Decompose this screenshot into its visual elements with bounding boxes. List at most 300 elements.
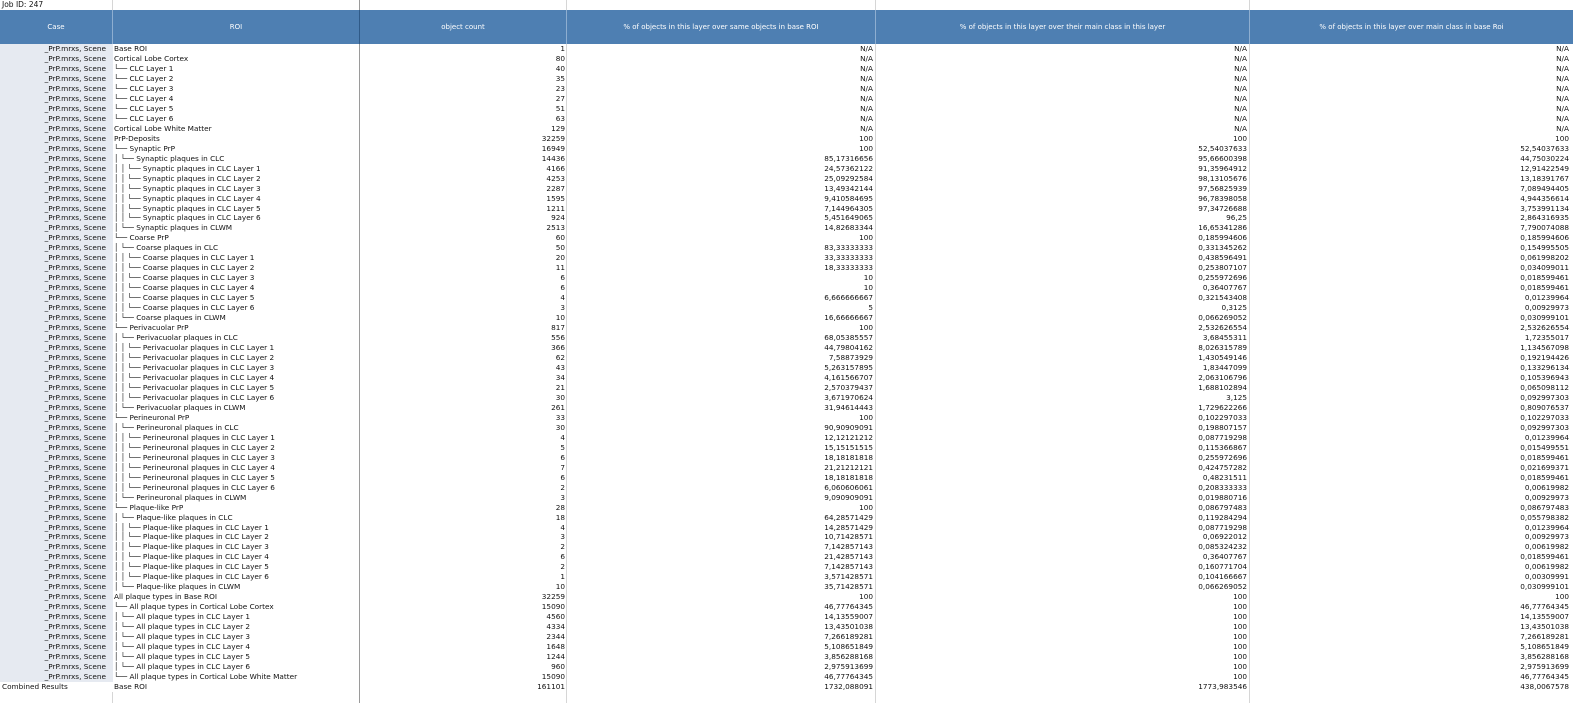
object-count-cell[interactable]: 6 [560, 273, 565, 283]
table-row[interactable] [0, 403, 1573, 413]
pct-main-class-layer-cell[interactable]: 16,65341286 [1198, 223, 1247, 233]
pct-main-class-layer-cell[interactable]: 1773,983546 [1198, 682, 1247, 691]
table-row[interactable] [0, 253, 1573, 263]
pct-same-objects-cell[interactable]: 2,570379437 [824, 382, 873, 392]
pct-main-class-layer-cell[interactable]: 0,3125 [1221, 303, 1247, 313]
object-count-cell[interactable]: 4 [560, 432, 565, 442]
pct-main-class-base-cell[interactable]: 0,00619982 [1524, 542, 1569, 552]
pct-same-objects-cell[interactable]: 3,571428571 [824, 572, 873, 582]
roi-cell[interactable]: │ │ └── Perivacuolar plaques in CLC Layer 6 [114, 392, 275, 402]
pct-main-class-layer-cell[interactable]: 2,063106796 [1198, 372, 1247, 382]
pct-same-objects-cell[interactable]: 7,142857143 [824, 562, 873, 572]
table-row[interactable] [0, 612, 1573, 622]
pct-main-class-base-cell[interactable]: 46,77764345 [1520, 672, 1569, 682]
table-row[interactable] [0, 84, 1573, 94]
table-row[interactable] [0, 154, 1573, 164]
roi-cell[interactable]: └── CLC Layer 6 [114, 113, 174, 123]
case-cell[interactable]: _PrP.mrxs, Scene [44, 522, 106, 532]
table-row[interactable] [0, 423, 1573, 433]
pct-main-class-layer-cell[interactable]: 0,160771704 [1198, 562, 1247, 572]
pct-main-class-base-cell[interactable]: 46,77764345 [1520, 602, 1569, 612]
object-count-cell[interactable]: 21 [555, 382, 565, 392]
object-count-cell[interactable]: 20 [555, 253, 565, 263]
pct-main-class-layer-cell[interactable]: 0,185994606 [1198, 233, 1247, 243]
case-cell[interactable]: _PrP.mrxs, Scene [44, 143, 106, 153]
pct-same-objects-cell[interactable]: 7,142857143 [824, 542, 873, 552]
pct-same-objects-cell[interactable]: 1732,088091 [824, 682, 873, 691]
pct-main-class-layer-cell[interactable]: 0,066269052 [1198, 582, 1247, 592]
object-count-cell[interactable]: 16949 [541, 143, 565, 153]
pct-same-objects-cell[interactable]: 100 [859, 233, 873, 243]
case-cell[interactable]: _PrP.mrxs, Scene [44, 113, 106, 123]
table-row[interactable] [0, 572, 1573, 582]
pct-same-objects-cell[interactable]: 12,12121212 [824, 432, 873, 442]
case-cell[interactable]: _PrP.mrxs, Scene [44, 243, 106, 253]
pct-same-objects-cell[interactable]: 10 [863, 273, 873, 283]
pct-main-class-base-cell[interactable]: 0,018599461 [1520, 452, 1569, 462]
case-cell[interactable]: _PrP.mrxs, Scene [44, 532, 106, 542]
object-count-cell[interactable]: 11 [555, 263, 565, 273]
object-count-cell[interactable]: 1211 [546, 203, 565, 213]
case-cell[interactable]: _PrP.mrxs, Scene [44, 402, 106, 412]
pct-same-objects-cell[interactable]: 100 [859, 502, 873, 512]
table-row[interactable] [0, 243, 1573, 253]
pct-same-objects-cell[interactable]: 10 [863, 283, 873, 293]
pct-main-class-base-cell[interactable]: 12,91422549 [1520, 163, 1569, 173]
roi-cell[interactable]: │ │ └── Perineuronal plaques in CLC Layer 6 [114, 482, 275, 492]
object-count-cell[interactable]: 2344 [546, 632, 565, 642]
case-cell[interactable]: _PrP.mrxs, Scene [44, 602, 106, 612]
object-count-cell[interactable]: 10 [555, 582, 565, 592]
table-row[interactable] [0, 393, 1573, 403]
object-count-cell[interactable]: 1648 [546, 642, 565, 652]
object-count-cell[interactable]: 924 [551, 213, 565, 223]
case-cell[interactable]: _PrP.mrxs, Scene [44, 642, 106, 652]
object-count-cell[interactable]: 27 [555, 93, 565, 103]
pct-main-class-layer-cell[interactable]: 0,331345262 [1198, 243, 1247, 253]
pct-main-class-base-cell[interactable]: 4,944356614 [1520, 193, 1569, 203]
object-count-cell[interactable]: 6 [560, 472, 565, 482]
object-count-cell[interactable]: 5 [560, 442, 565, 452]
pct-main-class-layer-cell[interactable]: 91,35964912 [1198, 163, 1247, 173]
pct-main-class-base-cell[interactable]: 0,192194426 [1520, 353, 1569, 363]
pct-same-objects-cell[interactable]: 18,18181818 [824, 472, 873, 482]
pct-main-class-base-cell[interactable]: 0,034099011 [1520, 263, 1569, 273]
object-count-cell[interactable]: 4334 [546, 622, 565, 632]
pct-main-class-base-cell[interactable]: 0,133296134 [1520, 363, 1569, 372]
object-count-cell[interactable]: 6 [560, 452, 565, 462]
object-count-cell[interactable]: 40 [555, 63, 565, 73]
object-count-cell[interactable]: 4253 [546, 173, 565, 183]
pct-main-class-base-cell[interactable]: 13,43501038 [1520, 622, 1569, 632]
roi-cell[interactable]: │ │ └── Synaptic plaques in CLC Layer 3 [114, 183, 261, 193]
roi-cell[interactable]: │ │ └── Coarse plaques in CLC Layer 2 [114, 263, 255, 273]
pct-main-class-base-cell[interactable]: 0,00619982 [1524, 482, 1569, 492]
object-count-cell[interactable]: 2 [560, 482, 565, 492]
pct-main-class-base-cell[interactable]: N/A [1556, 123, 1569, 133]
pct-same-objects-cell[interactable]: 33,33333333 [824, 253, 873, 263]
pct-same-objects-cell[interactable]: 64,28571429 [824, 512, 873, 522]
pct-same-objects-cell[interactable]: 13,43501038 [824, 622, 873, 632]
table-row[interactable] [0, 453, 1573, 463]
pct-main-class-layer-cell[interactable]: 96,78398058 [1198, 193, 1247, 203]
pct-same-objects-cell[interactable]: 14,82683344 [824, 223, 873, 233]
pct-same-objects-cell[interactable]: 46,77764345 [824, 602, 873, 612]
roi-cell[interactable]: │ │ └── Perineuronal plaques in CLC Layer 5 [114, 472, 275, 482]
case-cell[interactable]: _PrP.mrxs, Scene [44, 422, 106, 432]
roi-cell[interactable]: │ │ └── Plaque-like plaques in CLC Layer 1 [114, 522, 269, 532]
object-count-cell[interactable]: 2287 [546, 183, 565, 193]
pct-main-class-layer-cell[interactable]: 2,532626554 [1198, 323, 1247, 333]
roi-cell[interactable]: PrP-Deposits [114, 133, 160, 143]
table-row[interactable] [0, 343, 1573, 353]
roi-cell[interactable]: │ │ └── Synaptic plaques in CLC Layer 6 [114, 213, 261, 223]
object-count-cell[interactable]: 10 [555, 313, 565, 323]
object-count-cell[interactable]: 129 [551, 123, 565, 133]
pct-main-class-layer-cell[interactable]: 100 [1233, 592, 1247, 602]
pct-main-class-base-cell[interactable]: 7,266189281 [1520, 632, 1569, 642]
object-count-cell[interactable]: 161101 [537, 682, 565, 691]
roi-cell[interactable]: └── CLC Layer 3 [114, 83, 174, 93]
pct-main-class-base-cell[interactable]: N/A [1556, 44, 1569, 53]
case-cell[interactable]: _PrP.mrxs, Scene [44, 452, 106, 462]
case-cell[interactable]: _PrP.mrxs, Scene [44, 163, 106, 173]
object-count-cell[interactable]: 2 [560, 562, 565, 572]
pct-main-class-base-cell[interactable]: 1,134567098 [1520, 343, 1569, 353]
pct-same-objects-cell[interactable]: 90,90909091 [824, 422, 873, 432]
column-header-pct-same-objects-base-roi[interactable]: % of objects in this layer over same objects in base ROI [623, 23, 819, 31]
table-row[interactable] [0, 124, 1573, 134]
table-row[interactable] [0, 283, 1573, 293]
object-count-cell[interactable]: 15090 [541, 672, 565, 682]
table-row[interactable] [0, 642, 1573, 652]
case-cell[interactable]: _PrP.mrxs, Scene [44, 263, 106, 273]
roi-cell[interactable]: Cortical Lobe Cortex [114, 53, 189, 63]
case-cell[interactable]: _PrP.mrxs, Scene [44, 582, 106, 592]
pct-same-objects-cell[interactable]: N/A [860, 93, 873, 103]
pct-same-objects-cell[interactable]: 68,05385557 [824, 333, 873, 343]
pct-main-class-base-cell[interactable]: 0,01239964 [1524, 293, 1569, 303]
table-row[interactable] [0, 433, 1573, 443]
roi-cell[interactable]: └── CLC Layer 2 [114, 73, 174, 83]
roi-cell[interactable]: │ │ └── Perineuronal plaques in CLC Layer 3 [114, 452, 275, 462]
object-count-cell[interactable]: 18 [555, 512, 565, 522]
table-row[interactable] [0, 383, 1573, 393]
pct-same-objects-cell[interactable]: 100 [859, 323, 873, 333]
case-cell[interactable]: _PrP.mrxs, Scene [44, 412, 106, 422]
case-cell[interactable]: _PrP.mrxs, Scene [44, 472, 106, 482]
pct-main-class-base-cell[interactable]: N/A [1556, 73, 1569, 83]
pct-main-class-base-cell[interactable]: 2,864316935 [1520, 213, 1569, 223]
roi-cell[interactable]: │ │ └── Coarse plaques in CLC Layer 5 [114, 293, 255, 303]
pct-main-class-base-cell[interactable]: N/A [1556, 63, 1569, 73]
pct-main-class-base-cell[interactable]: 0,00929973 [1524, 532, 1569, 542]
roi-cell[interactable]: │ │ └── Perivacuolar plaques in CLC Layer 5 [114, 382, 275, 392]
pct-main-class-base-cell[interactable]: 1,72355017 [1524, 333, 1569, 343]
table-row[interactable] [0, 184, 1573, 194]
case-cell[interactable]: _PrP.mrxs, Scene [44, 183, 106, 193]
pct-main-class-layer-cell[interactable]: 0,321543408 [1198, 293, 1247, 303]
table-row[interactable] [0, 114, 1573, 124]
roi-cell[interactable]: │ └── Coarse plaques in CLWM [114, 313, 226, 323]
pct-main-class-base-cell[interactable]: 14,13559007 [1520, 612, 1569, 622]
column-header-roi[interactable]: ROI [229, 23, 243, 31]
roi-cell[interactable]: └── CLC Layer 1 [114, 63, 174, 73]
pct-main-class-base-cell[interactable]: 0,00309991 [1524, 572, 1569, 582]
case-cell[interactable]: _PrP.mrxs, Scene [44, 622, 106, 632]
pct-same-objects-cell[interactable]: 7,266189281 [824, 632, 873, 642]
roi-cell[interactable]: │ │ └── Plaque-like plaques in CLC Layer 4 [114, 552, 269, 562]
pct-main-class-layer-cell[interactable]: 1,729622266 [1198, 402, 1247, 412]
object-count-cell[interactable]: 50 [555, 243, 565, 253]
pct-main-class-layer-cell[interactable]: 0,424757282 [1198, 462, 1247, 472]
roi-cell[interactable]: Base ROI [114, 682, 148, 691]
table-row[interactable] [0, 134, 1573, 144]
pct-same-objects-cell[interactable]: N/A [860, 83, 873, 93]
roi-cell[interactable]: └── CLC Layer 5 [114, 103, 174, 113]
object-count-cell[interactable]: 51 [555, 103, 565, 113]
table-row[interactable] [0, 632, 1573, 642]
pct-main-class-base-cell[interactable]: N/A [1556, 113, 1569, 123]
case-cell[interactable]: _PrP.mrxs, Scene [44, 93, 106, 103]
object-count-cell[interactable]: 35 [555, 73, 565, 83]
pct-main-class-base-cell[interactable]: 0,092997303 [1520, 422, 1569, 432]
object-count-cell[interactable]: 14436 [541, 153, 565, 163]
object-count-cell[interactable]: 261 [551, 402, 565, 412]
pct-main-class-base-cell[interactable]: 0,065098112 [1520, 382, 1569, 392]
pct-same-objects-cell[interactable]: 35,71428571 [824, 582, 873, 592]
pct-main-class-base-cell[interactable]: 2,532626554 [1520, 323, 1569, 333]
roi-cell[interactable]: │ │ └── Coarse plaques in CLC Layer 4 [114, 283, 255, 293]
pct-main-class-base-cell[interactable]: 0,092997303 [1520, 392, 1569, 402]
pct-main-class-base-cell[interactable]: 0,01239964 [1524, 432, 1569, 442]
case-cell[interactable]: _PrP.mrxs, Scene [44, 273, 106, 283]
roi-cell[interactable]: │ │ └── Synaptic plaques in CLC Layer 4 [114, 193, 261, 203]
pct-main-class-layer-cell[interactable]: 0,255972696 [1198, 273, 1247, 283]
case-cell[interactable]: _PrP.mrxs, Scene [44, 462, 106, 472]
pct-same-objects-cell[interactable]: N/A [860, 123, 873, 133]
pct-same-objects-cell[interactable]: 18,18181818 [824, 452, 873, 462]
roi-cell[interactable]: │ └── All plaque types in CLC Layer 5 [114, 652, 251, 662]
roi-cell[interactable]: │ └── All plaque types in CLC Layer 1 [114, 612, 251, 622]
pct-same-objects-cell[interactable]: N/A [860, 113, 873, 123]
pct-same-objects-cell[interactable]: 46,77764345 [824, 672, 873, 682]
pct-same-objects-cell[interactable]: 13,49342144 [824, 183, 873, 193]
pct-same-objects-cell[interactable]: N/A [860, 44, 873, 53]
pct-main-class-layer-cell[interactable]: 0,198807157 [1198, 422, 1247, 432]
roi-cell[interactable]: └── All plaque types in Cortical Lobe White Matter [114, 672, 298, 682]
pct-main-class-layer-cell[interactable]: 0,48231511 [1202, 472, 1247, 482]
object-count-cell[interactable]: 28 [555, 502, 565, 512]
roi-cell[interactable]: │ │ └── Perineuronal plaques in CLC Layer 4 [114, 462, 275, 472]
pct-main-class-layer-cell[interactable]: 100 [1233, 642, 1247, 652]
case-cell[interactable]: _PrP.mrxs, Scene [44, 303, 106, 313]
table-row[interactable] [0, 273, 1573, 283]
pct-same-objects-cell[interactable]: 100 [859, 412, 873, 422]
case-cell[interactable]: _PrP.mrxs, Scene [44, 442, 106, 452]
roi-cell[interactable]: │ │ └── Coarse plaques in CLC Layer 1 [114, 253, 255, 263]
pct-same-objects-cell[interactable]: 5 [868, 303, 873, 313]
table-row[interactable] [0, 223, 1573, 233]
roi-cell[interactable]: │ │ └── Synaptic plaques in CLC Layer 1 [114, 163, 261, 173]
roi-cell[interactable]: │ │ └── Perivacuolar plaques in CLC Layer 4 [114, 372, 275, 382]
table-row[interactable] [0, 682, 1573, 692]
table-row[interactable] [0, 303, 1573, 313]
pct-main-class-base-cell[interactable]: 7,089494405 [1520, 183, 1569, 193]
case-cell[interactable]: _PrP.mrxs, Scene [44, 592, 106, 602]
pct-same-objects-cell[interactable]: 16,66666667 [824, 313, 873, 323]
table-row[interactable] [0, 74, 1573, 84]
case-cell[interactable]: _PrP.mrxs, Scene [44, 233, 106, 243]
roi-cell[interactable]: │ └── All plaque types in CLC Layer 3 [114, 632, 251, 642]
table-row[interactable] [0, 164, 1573, 174]
pct-main-class-layer-cell[interactable]: 100 [1233, 133, 1247, 143]
pct-same-objects-cell[interactable]: 44,79804162 [824, 343, 873, 353]
pct-main-class-layer-cell[interactable]: N/A [1234, 103, 1247, 113]
case-cell[interactable]: _PrP.mrxs, Scene [44, 343, 106, 353]
object-count-cell[interactable]: 30 [555, 392, 565, 402]
pct-main-class-layer-cell[interactable]: 0,115366867 [1198, 442, 1247, 452]
pct-main-class-base-cell[interactable]: 0,061998202 [1520, 253, 1569, 263]
pct-main-class-layer-cell[interactable]: 0,087719298 [1198, 432, 1247, 442]
pct-main-class-base-cell[interactable]: 0,030999101 [1520, 582, 1569, 592]
pct-main-class-base-cell[interactable]: 100 [1555, 592, 1569, 602]
case-cell[interactable]: _PrP.mrxs, Scene [44, 173, 106, 183]
case-cell[interactable]: _PrP.mrxs, Scene [44, 492, 106, 502]
roi-cell[interactable]: │ │ └── Plaque-like plaques in CLC Layer 5 [114, 562, 269, 572]
case-cell[interactable]: _PrP.mrxs, Scene [44, 432, 106, 442]
roi-cell[interactable]: └── Perineuronal PrP [114, 412, 190, 422]
table-row[interactable] [0, 323, 1573, 333]
pct-main-class-layer-cell[interactable]: 0,087719298 [1198, 522, 1247, 532]
pct-same-objects-cell[interactable]: 7,144964305 [824, 203, 873, 213]
pct-main-class-base-cell[interactable]: 0,00619982 [1524, 562, 1569, 572]
case-cell[interactable]: _PrP.mrxs, Scene [44, 283, 106, 293]
table-row[interactable] [0, 662, 1573, 672]
roi-cell[interactable]: │ │ └── Perineuronal plaques in CLC Layer 1 [114, 432, 275, 442]
pct-main-class-layer-cell[interactable]: N/A [1234, 73, 1247, 83]
pct-main-class-base-cell[interactable]: 0,055798382 [1520, 512, 1569, 522]
table-row[interactable] [0, 233, 1573, 243]
pct-main-class-layer-cell[interactable]: 100 [1233, 672, 1247, 682]
case-cell[interactable]: _PrP.mrxs, Scene [44, 63, 106, 73]
table-row[interactable] [0, 652, 1573, 662]
pct-same-objects-cell[interactable]: 3,671970624 [824, 392, 873, 402]
roi-cell[interactable]: All plaque types in Base ROI [114, 592, 218, 602]
pct-main-class-layer-cell[interactable]: 0,104166667 [1198, 572, 1247, 582]
case-cell[interactable]: _PrP.mrxs, Scene [44, 662, 106, 672]
pct-same-objects-cell[interactable]: 21,42857143 [824, 552, 873, 562]
roi-cell[interactable]: │ └── All plaque types in CLC Layer 4 [114, 642, 251, 652]
table-row[interactable] [0, 263, 1573, 273]
pct-main-class-base-cell[interactable]: N/A [1556, 83, 1569, 93]
roi-cell[interactable]: └── All plaque types in Cortical Lobe Cortex [114, 602, 274, 612]
case-cell[interactable]: _PrP.mrxs, Scene [44, 44, 106, 53]
pct-main-class-layer-cell[interactable]: 0,36407767 [1202, 283, 1247, 293]
pct-main-class-base-cell[interactable]: 0,809076537 [1520, 402, 1569, 412]
pct-main-class-layer-cell[interactable]: N/A [1234, 63, 1247, 73]
pct-main-class-layer-cell[interactable]: N/A [1234, 53, 1247, 63]
case-cell[interactable]: _PrP.mrxs, Scene [44, 53, 106, 63]
table-row[interactable] [0, 542, 1573, 552]
roi-cell[interactable]: └── Coarse PrP [114, 233, 169, 243]
roi-cell[interactable]: │ │ └── Synaptic plaques in CLC Layer 2 [114, 173, 261, 183]
table-row[interactable] [0, 562, 1573, 572]
case-cell[interactable]: _PrP.mrxs, Scene [44, 482, 106, 492]
table-row[interactable] [0, 493, 1573, 503]
pct-main-class-layer-cell[interactable]: 100 [1233, 662, 1247, 672]
column-header-object-count[interactable]: object count [441, 23, 485, 31]
table-row[interactable] [0, 293, 1573, 303]
pct-main-class-layer-cell[interactable]: 96,25 [1226, 213, 1247, 223]
pct-main-class-layer-cell[interactable]: 0,119284294 [1198, 512, 1247, 522]
object-count-cell[interactable]: 4 [560, 293, 565, 303]
object-count-cell[interactable]: 33 [555, 412, 565, 422]
pct-main-class-base-cell[interactable]: 0,018599461 [1520, 472, 1569, 482]
roi-cell[interactable]: │ └── Plaque-like plaques in CLC [114, 512, 233, 522]
table-row[interactable] [0, 144, 1573, 154]
pct-main-class-base-cell[interactable]: N/A [1556, 103, 1569, 113]
object-count-cell[interactable]: 62 [555, 353, 565, 363]
table-row[interactable] [0, 104, 1573, 114]
pct-main-class-layer-cell[interactable]: 0,208333333 [1198, 482, 1247, 492]
pct-main-class-layer-cell[interactable]: 100 [1233, 612, 1247, 622]
object-count-cell[interactable]: 3 [560, 532, 565, 542]
object-count-cell[interactable]: 4166 [546, 163, 565, 173]
table-row[interactable] [0, 204, 1573, 214]
case-cell[interactable]: _PrP.mrxs, Scene [44, 333, 106, 343]
case-cell[interactable]: _PrP.mrxs, Scene [44, 363, 106, 372]
pct-main-class-layer-cell[interactable]: 0,255972696 [1198, 452, 1247, 462]
table-row[interactable] [0, 483, 1573, 493]
table-row[interactable] [0, 602, 1573, 612]
pct-main-class-base-cell[interactable]: 438,0067578 [1520, 682, 1569, 691]
pct-main-class-layer-cell[interactable]: N/A [1234, 123, 1247, 133]
case-cell[interactable]: _PrP.mrxs, Scene [44, 382, 106, 392]
object-count-cell[interactable]: 4560 [546, 612, 565, 622]
pct-main-class-layer-cell[interactable]: N/A [1234, 93, 1247, 103]
pct-same-objects-cell[interactable]: N/A [860, 103, 873, 113]
object-count-cell[interactable]: 15090 [541, 602, 565, 612]
object-count-cell[interactable]: 3 [560, 492, 565, 502]
case-cell[interactable]: _PrP.mrxs, Scene [44, 502, 106, 512]
table-row[interactable] [0, 592, 1573, 602]
roi-cell[interactable]: Cortical Lobe White Matter [114, 123, 212, 133]
pct-main-class-layer-cell[interactable]: 100 [1233, 602, 1247, 612]
object-count-cell[interactable]: 1 [560, 572, 565, 582]
roi-cell[interactable]: │ └── All plaque types in CLC Layer 6 [114, 662, 251, 672]
pct-same-objects-cell[interactable]: 31,94614443 [824, 402, 873, 412]
case-cell[interactable]: _PrP.mrxs, Scene [44, 203, 106, 213]
pct-main-class-layer-cell[interactable]: 0,102297033 [1198, 412, 1247, 422]
roi-cell[interactable]: │ │ └── Plaque-like plaques in CLC Layer 3 [114, 542, 269, 552]
roi-cell[interactable]: │ └── Coarse plaques in CLC [114, 243, 219, 253]
table-row[interactable] [0, 413, 1573, 423]
roi-cell[interactable]: │ └── Synaptic plaques in CLC [114, 153, 225, 163]
table-row[interactable] [0, 523, 1573, 533]
pct-same-objects-cell[interactable]: 21,21212121 [824, 462, 873, 472]
case-cell[interactable]: _PrP.mrxs, Scene [44, 83, 106, 93]
pct-same-objects-cell[interactable]: 100 [859, 592, 873, 602]
pct-main-class-base-cell[interactable]: 0,105396943 [1520, 372, 1569, 382]
roi-cell[interactable]: Base ROI [114, 44, 148, 53]
object-count-cell[interactable]: 60 [555, 233, 565, 243]
pct-same-objects-cell[interactable]: 14,28571429 [824, 522, 873, 532]
pct-main-class-base-cell[interactable]: 44,75030224 [1520, 153, 1569, 163]
pct-main-class-layer-cell[interactable]: 3,68455311 [1202, 333, 1247, 343]
case-cell[interactable]: _PrP.mrxs, Scene [44, 133, 106, 143]
object-count-cell[interactable]: 43 [555, 363, 565, 372]
